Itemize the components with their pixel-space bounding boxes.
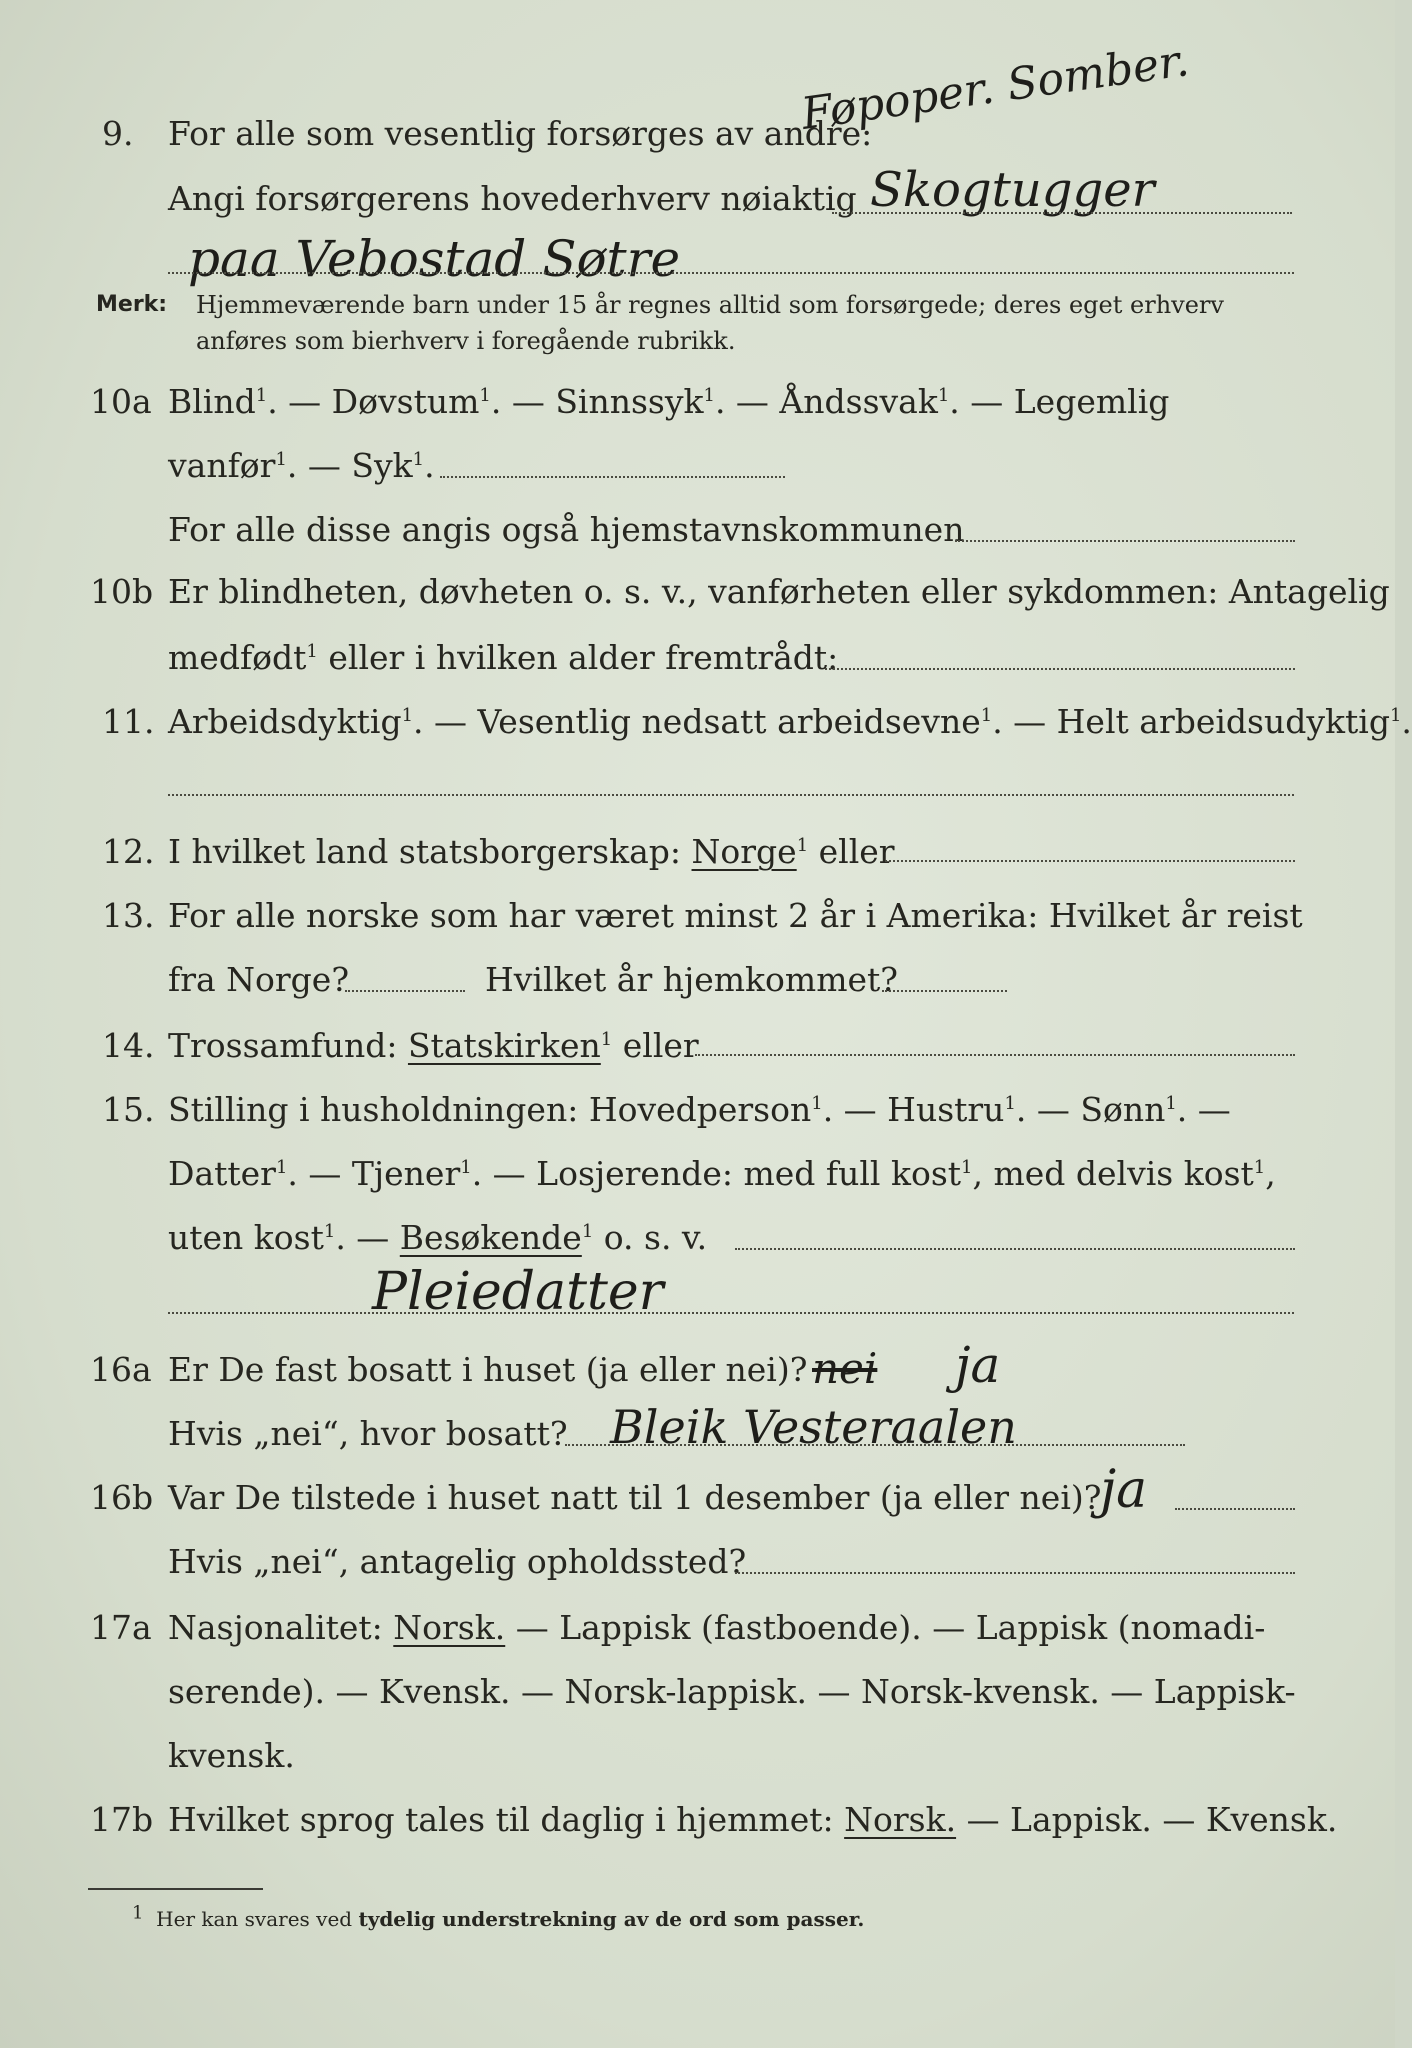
- merk-label: Merk:: [96, 292, 168, 317]
- option-legemlig: . — Legemlig: [949, 382, 1170, 421]
- q10b-line-1: Er blindheten, døvheten o. s. v., vanførheten eller sykdommen: Antagelig: [168, 572, 1390, 611]
- footnote: $^1$ Her kan svares ved tydelig understrekning av de ord som passer.: [132, 1902, 865, 1931]
- q16b-answer-line-2: [735, 1572, 1295, 1574]
- handwritten-provider-occupation: Skogtugger: [870, 162, 1155, 218]
- option-syk: . — Syk: [286, 446, 413, 485]
- q15-answer-line-1: [735, 1248, 1295, 1250]
- q13-reist-line: [345, 990, 465, 992]
- handwritten-household-position: Pleiedatter: [372, 1262, 664, 1322]
- q16b-line-2: Hvis „nei“, antagelig opholdssted?: [168, 1542, 747, 1581]
- handwritten-tilstede-answer: ja: [1100, 1460, 1148, 1520]
- q9-answer-line-2: [168, 272, 1294, 274]
- question-number-11: 11.: [102, 702, 155, 741]
- option-udyktig: . — Helt arbeidsudyktig: [992, 702, 1390, 741]
- q9-answer-line-1: [832, 212, 1292, 214]
- q17a-line-1: Nasjonalitet: Norsk. — Lappisk (fastboende). — Lappisk (nomadi-: [168, 1608, 1266, 1647]
- option-medfodt: medfødt: [168, 638, 307, 677]
- q10a-line-3: For alle disse angis også hjemstavnskommunen: [168, 510, 965, 549]
- question-number-9: 9.: [102, 114, 134, 153]
- handwritten-strikethrough: nei: [812, 1344, 878, 1393]
- option-andssvak: . — Åndssvak: [714, 382, 938, 421]
- q15-line-2: Datter$^1$. — Tjener$^1$. — Losjerende: med full kost$^1$, med delvis kost$^1$,: [168, 1154, 1276, 1193]
- merk-line-1: Hjemmeværende barn under 15 år regnes alltid som forsørgede; deres eget erhverv: [196, 291, 1224, 319]
- q11-line-1: Arbeidsdyktig$^1$. — Vesentlig nedsatt arbeidsevne$^1$. — Helt arbeidsudyktig$^1$.: [168, 702, 1412, 741]
- question-number-10a: 10a: [90, 382, 152, 421]
- q9-line-2: Angi forsørgerens hovederhverv nøiaktig: [168, 179, 857, 218]
- q12-line: I hvilket land statsborgerskap: Norge$^1$ eller: [168, 832, 895, 871]
- q14-answer-line: [695, 1054, 1295, 1056]
- q10a-line-1: Blind$^1$. — Døvstum$^1$. — Sinnssyk$^1$. — Åndssvak$^1$. — Legemlig: [168, 382, 1170, 421]
- q16b-line-1: Var De tilstede i huset natt til 1 desember (ja eller nei)?: [168, 1478, 1102, 1517]
- q17a-line-2: serende). — Kvensk. — Norsk-lappisk. — Norsk-kvensk. — Lappisk-: [168, 1672, 1296, 1711]
- question-number-13: 13.: [102, 896, 155, 935]
- option-arbeidsdyktig: Arbeidsdyktig: [168, 702, 402, 741]
- q10a-answer-line-2: [955, 540, 1295, 542]
- option-norsk-language-underlined: Norsk.: [844, 1800, 957, 1839]
- q10b-line-2: medfødt$^1$ eller i hvilken alder fremtrådt:: [168, 638, 839, 677]
- q15-line-1: Stilling i husholdningen: Hovedperson$^1$. — Hustru$^1$. — Sønn$^1$. —: [168, 1090, 1231, 1129]
- q13-hjemkommet-line: [882, 990, 1007, 992]
- q17b-line: Hvilket sprog tales til daglig i hjemmet: Norsk. — Lappisk. — Kvensk.: [168, 1800, 1338, 1839]
- handwritten-occupation-note: Føpoper. Somber.: [798, 35, 1193, 140]
- option-norge-underlined: Norge: [691, 832, 797, 871]
- question-number-12: 12.: [102, 832, 155, 871]
- q9-line-1: For alle som vesentlig forsørges av andre:: [168, 114, 873, 153]
- q16a-line-1: Er De fast bosatt i huset (ja eller nei)?: [168, 1350, 808, 1389]
- option-sinnssyk: . — Sinnssyk: [490, 382, 704, 421]
- handwritten-bosatt-place: Bleik Vesteraalen: [610, 1400, 1017, 1454]
- q10b-answer-line: [825, 668, 1295, 670]
- q13-line-2a: fra Norge?: [168, 960, 350, 999]
- q15-answer-line-2: [168, 1312, 1294, 1314]
- option-norsk-underlined: Norsk.: [393, 1608, 506, 1647]
- q16a-line-2: Hvis „nei“, hvor bosatt?: [168, 1414, 568, 1453]
- q16b-answer-line-1: [1175, 1508, 1295, 1510]
- option-dovstum: . — Døvstum: [267, 382, 480, 421]
- q17a-line-3: kvensk.: [168, 1736, 295, 1775]
- merk-line-2: anføres som bierhverv i foregående rubrikk.: [196, 327, 736, 355]
- q11-answer-line: [168, 794, 1294, 796]
- question-number-10b: 10b: [90, 572, 154, 611]
- footnote-divider: [88, 1888, 263, 1890]
- option-besokende-underlined: Besøkende: [399, 1218, 582, 1257]
- q14-line: Trossamfund: Statskirken$^1$ eller: [168, 1026, 699, 1065]
- q10a-line-2: vanfør$^1$. — Syk$^1$.: [168, 446, 435, 485]
- q16a-answer-line: [565, 1444, 1185, 1446]
- question-number-15: 15.: [102, 1090, 155, 1129]
- q10a-answer-line-1: [440, 476, 785, 478]
- option-nedsatt: . — Vesentlig nedsatt arbeidsevne: [413, 702, 981, 741]
- option-statskirken-underlined: Statskirken: [407, 1026, 601, 1065]
- option-vanfor: vanfør: [168, 446, 276, 485]
- option-blind: Blind: [168, 382, 256, 421]
- handwritten-provider-place: paa Vebostad Søtre: [188, 230, 681, 288]
- q15-line-3: uten kost$^1$. — Besøkende$^1$ o. s. v.: [168, 1218, 708, 1257]
- q12-answer-line: [885, 860, 1295, 862]
- question-number-17b: 17b: [90, 1800, 154, 1839]
- question-number-16b: 16b: [90, 1478, 154, 1517]
- q13-line-2b: Hvilket år hjemkommet?: [485, 960, 898, 999]
- question-number-16a: 16a: [90, 1350, 152, 1389]
- question-number-17a: 17a: [90, 1608, 152, 1647]
- handwritten-fast-bosatt-answer: ja: [955, 1336, 1001, 1394]
- question-number-14: 14.: [102, 1026, 155, 1065]
- q13-line-1: For alle norske som har været minst 2 år i Amerika: Hvilket år reist: [168, 896, 1303, 935]
